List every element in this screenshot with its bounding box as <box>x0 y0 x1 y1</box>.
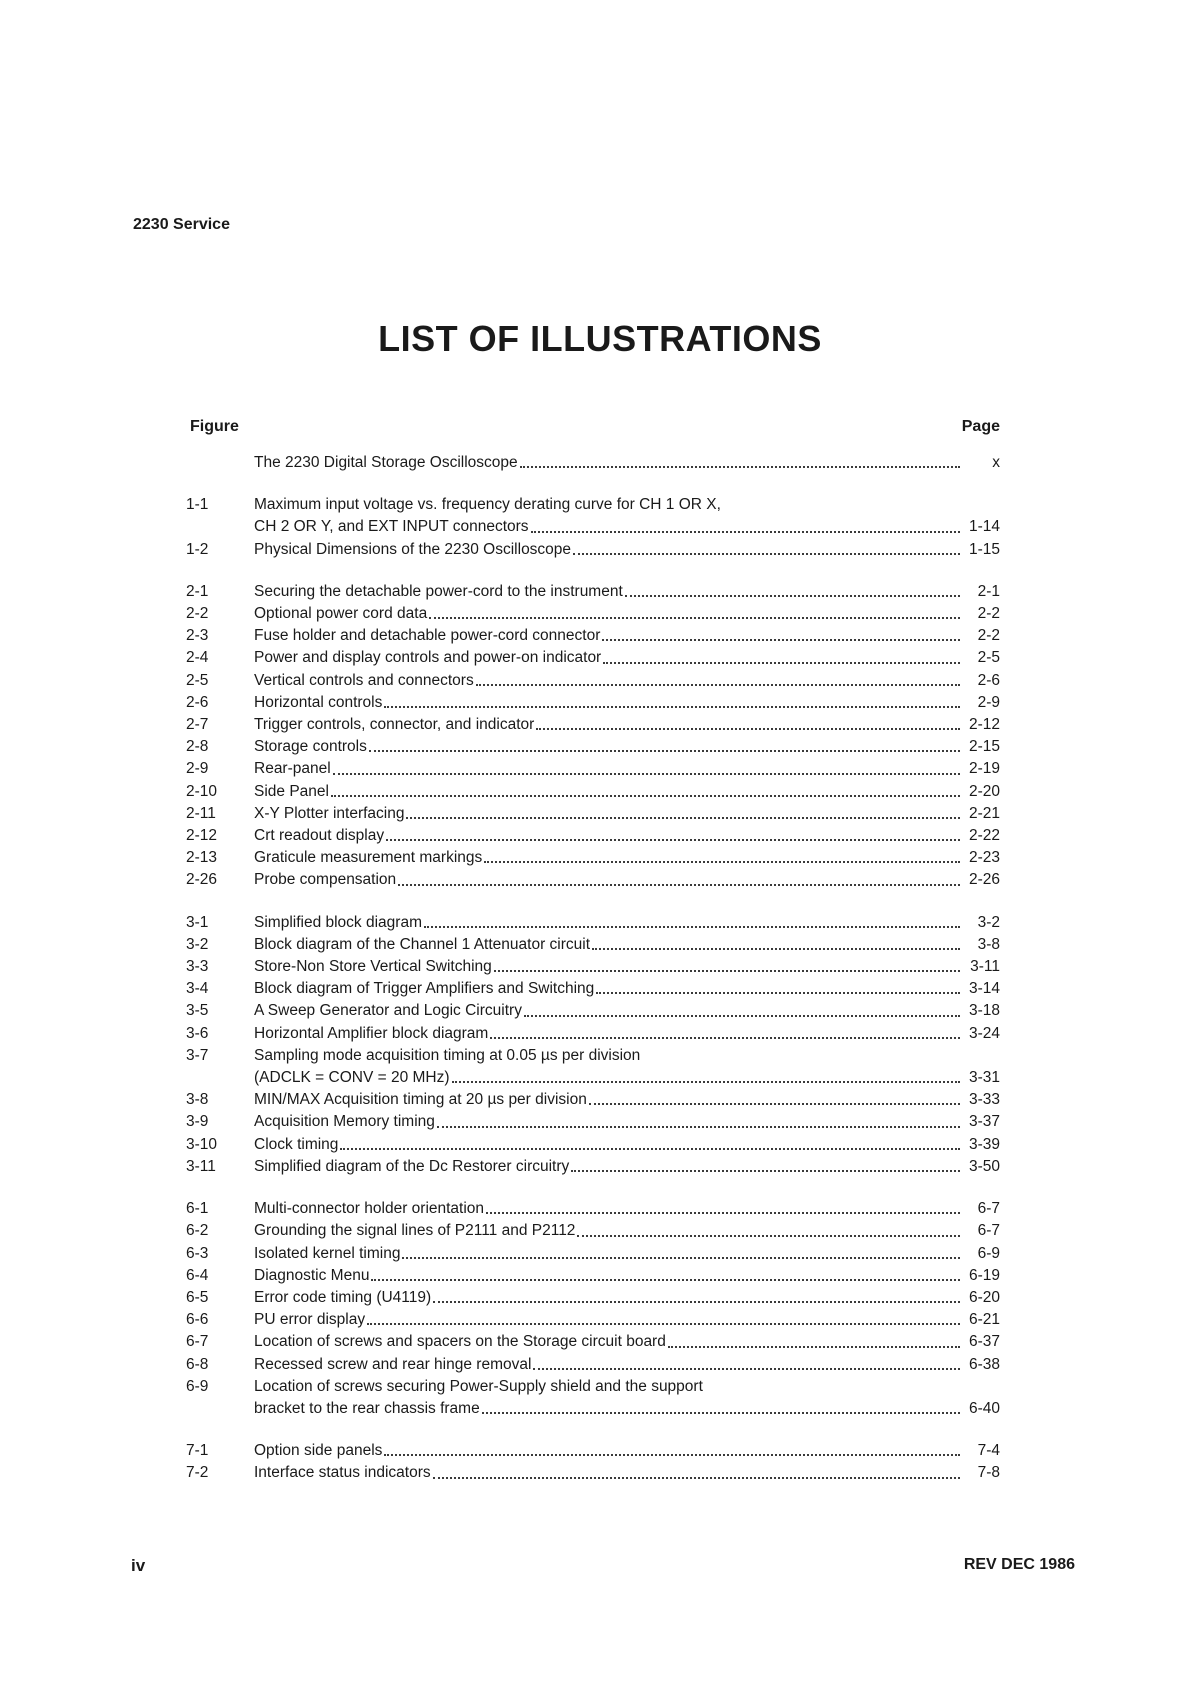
list-item <box>186 1220 1000 1242</box>
figure-caption: Optional power cord data <box>254 605 428 623</box>
page-number: 2-2 <box>977 605 1000 623</box>
list-item <box>186 1331 1000 1353</box>
figure-caption: Storage controls <box>254 738 367 756</box>
dot-leader <box>573 553 960 555</box>
figure-number: 6-6 <box>186 1311 209 1329</box>
figure-caption: Power and display controls and power-on indicator <box>254 649 602 667</box>
figure-caption: Horizontal controls <box>254 693 383 711</box>
list-item <box>186 1440 1000 1462</box>
figure-caption: Maximum input voltage vs. frequency derating curve for CH 1 OR X, <box>254 496 721 514</box>
page-title: LIST OF ILLUSTRATIONS <box>378 318 822 359</box>
figure-number: 6-3 <box>186 1244 209 1262</box>
figure-caption: Location of screws securing Power-Supply shield and the support <box>254 1377 703 1395</box>
page-number: 2-20 <box>968 782 1000 800</box>
list-item <box>186 825 1000 847</box>
entry-group <box>186 581 1000 892</box>
footer-page-number: iv <box>131 1556 146 1575</box>
list-item <box>186 1198 1000 1220</box>
dot-leader <box>429 617 960 619</box>
figure-number: 6-1 <box>186 1200 209 1218</box>
list-item <box>186 1000 1000 1022</box>
dot-leader <box>476 684 960 686</box>
page-number: 6-40 <box>968 1399 1000 1417</box>
figure-number: 2-10 <box>186 782 218 800</box>
dot-leader <box>398 884 960 886</box>
dot-leader <box>531 531 960 533</box>
list-item <box>186 1023 1000 1045</box>
figure-caption: Location of screws and spacers on the Storage circuit board <box>254 1333 666 1351</box>
dot-leader <box>589 1103 960 1105</box>
figure-caption: Side Panel <box>254 782 329 800</box>
page-number: 3-31 <box>968 1069 1000 1087</box>
page-number: 6-7 <box>977 1200 1000 1218</box>
page-number: 7-4 <box>977 1442 1000 1460</box>
figure-caption: The 2230 Digital Storage Oscilloscope <box>254 454 518 471</box>
list-item <box>186 1376 1000 1420</box>
list-item <box>186 1134 1000 1156</box>
list-item <box>186 978 1000 1000</box>
figure-caption: X-Y Plotter interfacing <box>254 804 405 822</box>
figure-caption: Rear-panel <box>254 760 331 778</box>
dot-leader <box>433 1301 960 1303</box>
figure-caption: Multi-connector holder orientation <box>254 1200 485 1218</box>
dot-leader <box>437 1126 960 1128</box>
dot-leader <box>406 817 960 819</box>
list-item <box>186 1354 1000 1376</box>
page-number: 2-26 <box>968 871 1000 889</box>
figure-caption: Probe compensation <box>254 871 397 889</box>
figure-caption: Graticule measurement markings <box>254 849 483 867</box>
list-item <box>186 1111 1000 1133</box>
figure-number: 3-9 <box>186 1113 209 1131</box>
figure-caption: CH 2 OR Y, and EXT INPUT connectors <box>254 518 529 536</box>
figure-caption: Block diagram of Trigger Amplifiers and Switching <box>254 980 595 998</box>
entry-group <box>186 1198 1000 1420</box>
dot-leader <box>384 1454 960 1456</box>
dot-leader <box>592 948 960 950</box>
page-number: 2-12 <box>968 716 1000 734</box>
list-item <box>186 625 1000 647</box>
dot-leader <box>596 992 960 994</box>
figure-number: 3-4 <box>186 980 209 998</box>
figure-caption: Option side panels <box>254 1442 383 1460</box>
dot-leader <box>533 1368 960 1370</box>
dot-leader <box>371 1279 960 1281</box>
list-item <box>186 692 1000 714</box>
dot-leader <box>333 773 960 775</box>
dot-leader <box>433 1477 960 1479</box>
figure-number: 6-2 <box>186 1222 209 1240</box>
page-number: 2-19 <box>968 760 1000 778</box>
page-number: 3-50 <box>968 1157 1000 1175</box>
figure-caption: MIN/MAX Acquisition timing at 20 µs per division <box>254 1091 587 1109</box>
figure-number: 6-8 <box>186 1355 209 1373</box>
entry-group <box>186 912 1000 1178</box>
entry-group <box>186 452 1000 474</box>
list-item <box>186 670 1000 692</box>
figure-number: 3-6 <box>186 1024 209 1042</box>
figure-number: 2-13 <box>186 849 218 867</box>
dot-leader <box>384 706 960 708</box>
dot-leader <box>668 1346 960 1348</box>
page-number: 1-15 <box>968 540 1000 558</box>
page-number: 6-7 <box>977 1222 1000 1240</box>
list-item <box>186 581 1000 603</box>
page-number: 3-24 <box>968 1024 1000 1042</box>
figure-caption: Trigger controls, connector, and indicator <box>254 716 535 734</box>
figure-caption: Sampling mode acquisition timing at 0.05 µs per division <box>254 1046 641 1064</box>
dot-leader <box>602 639 960 641</box>
figure-number: 6-7 <box>186 1333 209 1351</box>
figure-number: 6-9 <box>186 1377 209 1395</box>
figure-number: 2-5 <box>186 671 209 689</box>
figure-caption: Simplified diagram of the Dc Restorer circuitry <box>254 1157 570 1175</box>
figure-caption: PU error display <box>254 1311 366 1329</box>
figure-number: 6-5 <box>186 1288 209 1306</box>
figure-caption: Isolated kernel timing <box>254 1244 401 1262</box>
figure-number: 7-1 <box>186 1442 209 1460</box>
list-item <box>186 1243 1000 1265</box>
page-number: 6-37 <box>968 1333 1000 1351</box>
figure-number: 7-2 <box>186 1464 209 1482</box>
figure-caption: bracket to the rear chassis frame <box>254 1399 480 1417</box>
page-number: 3-33 <box>968 1091 1000 1109</box>
list-item <box>186 1462 1000 1484</box>
figure-caption: Fuse holder and detachable power-cord connector <box>254 627 601 645</box>
page-column-header: Page <box>961 418 1000 435</box>
footer-revision: REV DEC 1986 <box>963 1556 1075 1573</box>
list-item <box>186 803 1000 825</box>
page-number: 2-6 <box>977 671 1000 689</box>
list-item <box>186 1309 1000 1331</box>
figure-number: 3-2 <box>186 935 209 953</box>
page-number: 2-1 <box>977 582 1000 600</box>
figure-number: 3-1 <box>186 913 209 931</box>
figure-caption: Clock timing <box>254 1135 339 1153</box>
figure-number: 1-1 <box>186 496 209 514</box>
entry-group <box>186 1440 1000 1484</box>
figure-caption: Horizontal Amplifier block diagram <box>254 1024 489 1042</box>
figure-number: 3-8 <box>186 1091 209 1109</box>
figure-number: 3-5 <box>186 1002 209 1020</box>
figure-number: 2-8 <box>186 738 209 756</box>
dot-leader <box>369 750 960 752</box>
list-item <box>186 736 1000 758</box>
dot-leader <box>577 1235 960 1237</box>
figure-number: 2-7 <box>186 716 209 734</box>
page-number: 6-9 <box>977 1244 1000 1262</box>
list-item <box>186 603 1000 625</box>
dot-leader <box>490 1037 960 1039</box>
figure-caption: Grounding the signal lines of P2111 and P2112 <box>254 1222 576 1240</box>
list-item <box>186 912 1000 934</box>
figure-caption: Store-Non Store Vertical Switching <box>254 958 492 976</box>
page-number: 6-21 <box>968 1311 1000 1329</box>
figure-caption: Crt readout display <box>254 827 385 845</box>
figure-caption: Block diagram of the Channel 1 Attenuator circuit <box>254 935 591 953</box>
figure-number: 2-26 <box>186 871 218 889</box>
page-number: 6-38 <box>968 1355 1000 1373</box>
list-item <box>186 956 1000 978</box>
page-number: 2-21 <box>968 804 1000 822</box>
figure-caption: Recessed screw and rear hinge removal <box>254 1355 532 1373</box>
figure-number: 6-4 <box>186 1266 209 1284</box>
figure-number: 3-11 <box>186 1157 216 1175</box>
illustrations-list <box>186 452 1000 1505</box>
figure-number: 2-12 <box>186 827 218 845</box>
figure-number: 3-10 <box>186 1135 218 1153</box>
figure-caption: Simplified block diagram <box>254 913 422 931</box>
dot-leader <box>625 595 960 597</box>
page-number: 3-11 <box>970 958 1000 976</box>
list-item <box>186 494 1000 538</box>
figure-caption: Acquisition Memory timing <box>254 1113 435 1131</box>
figure-number: 1-2 <box>186 540 209 558</box>
dot-leader <box>452 1081 960 1083</box>
page-number: 2-22 <box>968 827 1000 845</box>
figure-number: 2-11 <box>186 804 216 822</box>
list-item <box>186 1156 1000 1178</box>
figure-number: 2-1 <box>186 582 209 600</box>
figure-number: 2-9 <box>186 760 209 778</box>
dot-leader <box>603 662 960 664</box>
figure-caption: Error code timing (U4119) <box>254 1288 432 1306</box>
list-item <box>186 869 1000 891</box>
dot-leader <box>331 795 960 797</box>
page-number: 2-5 <box>977 649 1000 667</box>
list-item <box>186 714 1000 736</box>
list-item <box>186 934 1000 956</box>
figure-caption: Diagnostic Menu <box>254 1266 370 1284</box>
dot-leader <box>520 466 960 468</box>
page-number: 3-18 <box>968 1002 1000 1020</box>
figure-number: 2-3 <box>186 627 209 645</box>
dot-leader <box>482 1412 960 1414</box>
list-item <box>186 647 1000 669</box>
list-item <box>186 1089 1000 1111</box>
page-number: 3-14 <box>968 980 1000 998</box>
page-number: 3-39 <box>968 1135 1000 1153</box>
page-number: 6-20 <box>968 1288 1000 1306</box>
list-item <box>186 847 1000 869</box>
dot-leader <box>402 1257 960 1259</box>
dot-leader <box>340 1148 960 1150</box>
dot-leader <box>571 1170 960 1172</box>
figure-number: 3-3 <box>186 958 209 976</box>
list-item <box>186 539 1000 561</box>
figure-number: 2-2 <box>186 605 209 623</box>
dot-leader <box>367 1323 960 1325</box>
page-number: 2-23 <box>968 849 1000 867</box>
figure-number: 3-7 <box>186 1046 209 1064</box>
page-number: 3-2 <box>977 913 1000 931</box>
page-number: 2-15 <box>968 738 1000 756</box>
figure-number: 2-4 <box>186 649 209 667</box>
dot-leader <box>524 1015 960 1017</box>
entry-group <box>186 494 1000 561</box>
page-number: 1-14 <box>968 518 1000 536</box>
figure-caption: Vertical controls and connectors <box>254 671 474 689</box>
list-item <box>186 1045 1000 1089</box>
figure-number: 2-6 <box>186 693 209 711</box>
list-item <box>186 781 1000 803</box>
dot-leader <box>424 926 960 928</box>
page-number: 2-2 <box>977 627 1000 645</box>
figure-caption: Securing the detachable power-cord to the instrument <box>254 582 623 600</box>
page-number: 6-19 <box>968 1266 1000 1284</box>
page-number: x <box>992 454 1000 471</box>
dot-leader <box>536 728 960 730</box>
page-number: 3-37 <box>968 1113 1000 1131</box>
page-number: 2-9 <box>977 693 1000 711</box>
list-item <box>186 1287 1000 1309</box>
dot-leader <box>494 970 960 972</box>
dot-leader <box>486 1212 960 1214</box>
dot-leader <box>484 861 960 863</box>
list-item <box>186 1265 1000 1287</box>
page-number: 7-8 <box>977 1464 1000 1482</box>
figure-caption: Interface status indicators <box>254 1464 431 1482</box>
figure-caption: Physical Dimensions of the 2230 Oscilloscope <box>254 540 572 558</box>
dot-leader <box>386 839 960 841</box>
list-item <box>186 452 1000 474</box>
figure-caption: (ADCLK = CONV = 20 MHz) <box>254 1069 450 1087</box>
figure-column-header: Figure <box>190 418 239 435</box>
list-item <box>186 758 1000 780</box>
figure-caption: A Sweep Generator and Logic Circuitry <box>254 1002 522 1020</box>
page-number: 3-8 <box>977 935 1000 953</box>
manual-header: 2230 Service <box>133 216 230 233</box>
